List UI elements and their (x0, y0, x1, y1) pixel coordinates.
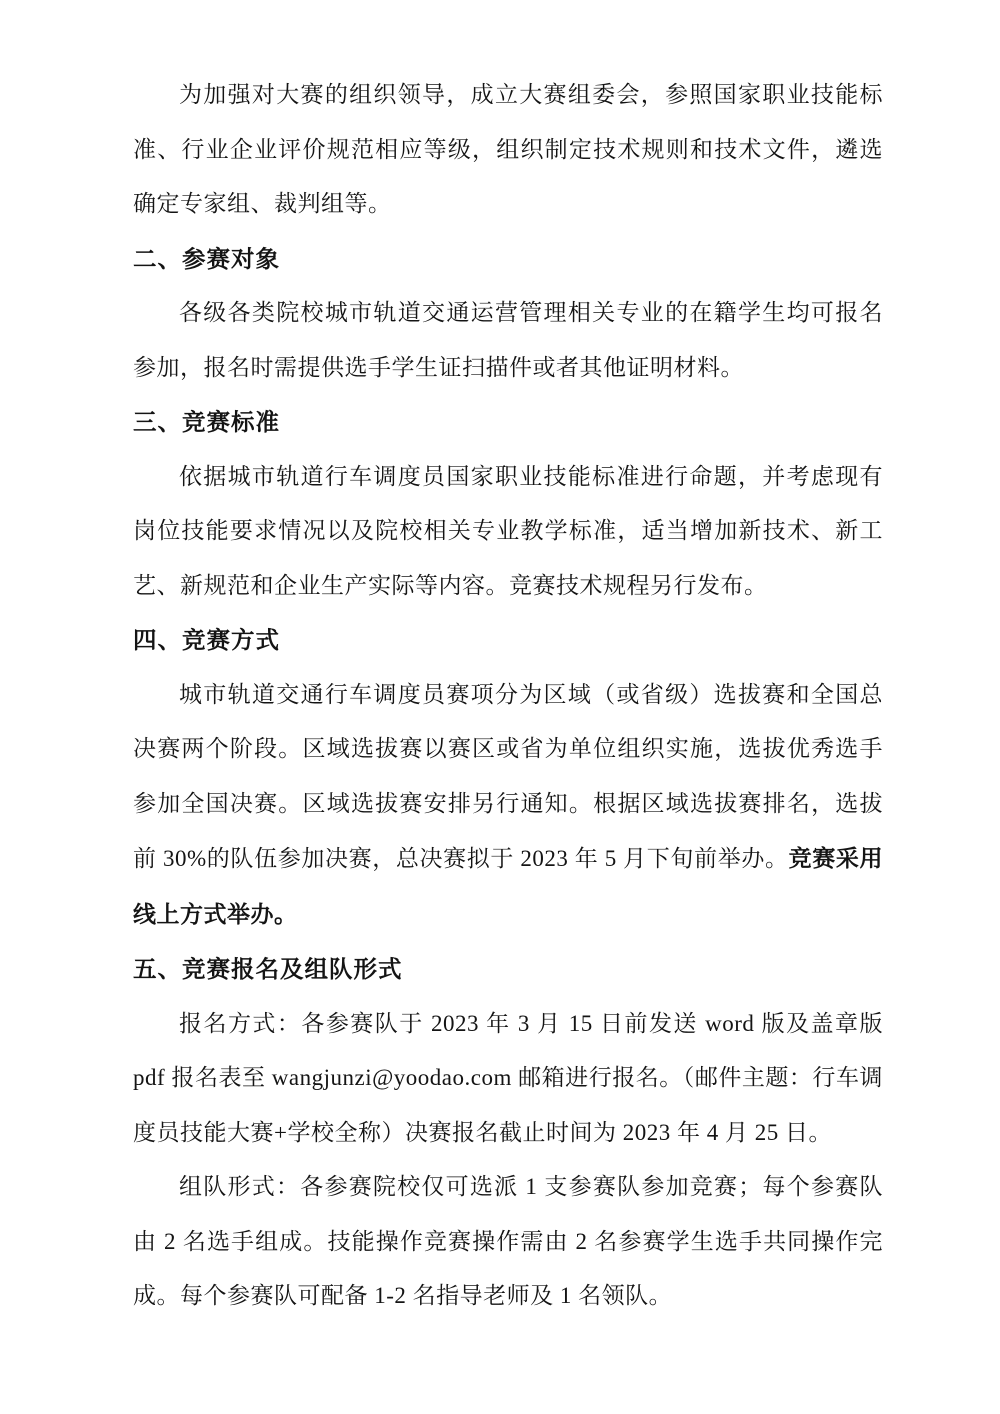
document-page (133, 68, 883, 1324)
paragraph-format (133, 668, 883, 943)
paragraph-standards: 依据城市轨道行车调度员国家职业技能标准进行命题，并考虑现有岗位技能要求情况以及院校相关专业教学标准，适当增加新技术、新工艺、新规范和企业生产实际等内容。竞赛技术规程另行发布。 (133, 463, 883, 598)
paragraph-format-normal-run: 城市轨道交通行车调度员赛项分为区域（或省级）选拔赛和全国总决赛两个阶段。区域选拔赛以赛区或省为单位组织实施，选拔优秀选手参加全国决赛。区域选拔赛安排另行通知。根据区域选拔赛排名，选拔前 30%的队伍参加决赛，总决赛拟于 2023 年 5 月下旬前举办。 (133, 681, 883, 871)
heading-section-5-registration: 五、竞赛报名及组队形式 (133, 956, 403, 982)
heading-section-4-format: 四、竞赛方式 (133, 627, 280, 653)
heading-section-3-standards: 三、竞赛标准 (133, 409, 280, 435)
paragraph-team-composition: 组队形式：各参赛院校仅可选派 1 支参赛队参加竞赛；每个参赛队由 2 名选手组成。技能操作竞赛操作需由 2 名参赛学生选手共同操作完成。每个参赛队可配备 1-2 名指导老师及 1 名领队。 (133, 1174, 883, 1308)
paragraph-registration: 报名方式：各参赛队于 2023 年 3 月 15 日前发送 word 版及盖章版 pdf 报名表至 wangjunzi@yoodao.com 邮箱进行报名。（邮件主题：行车调度员技能大赛+学校全称）决赛报名截止时间为 2023 年 4 月 25 日。 (133, 1010, 883, 1145)
heading-section-2-participants: 二、参赛对象 (133, 245, 280, 272)
paragraph-format-bold-run: 竞赛采用线上方式举办。 (133, 845, 883, 927)
paragraph-participants: 各级各类院校城市轨道交通运营管理相关专业的在籍学生均可报名参加，报名时需提供选手学生证扫描件或者其他证明材料。 (133, 300, 883, 380)
paragraph-organization: 为加强对大赛的组织领导，成立大赛组委会，参照国家职业技能标准、行业企业评价规范相应等级，组织制定技术规则和技术文件，遴选确定专家组、裁判组等。 (133, 82, 883, 216)
